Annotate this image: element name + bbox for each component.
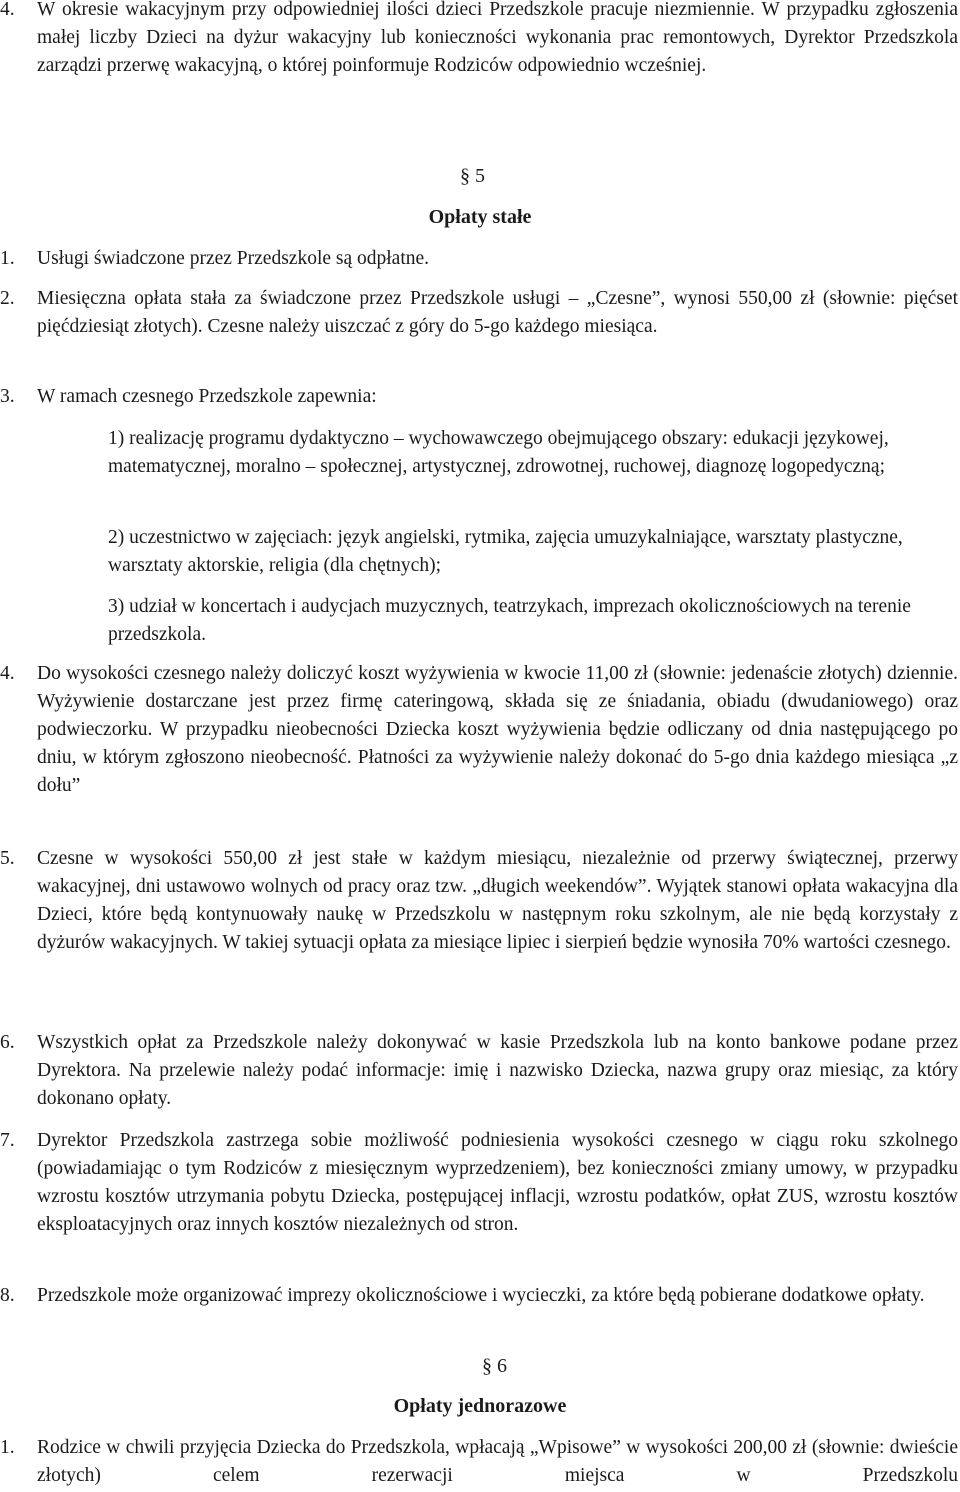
item-text: Dyrektor Przedszkola zastrzega sobie możliwość podniesienia wysokości czesnego w ciągu roku szkolnego (powiadamiając o tym Rodziców z miesięcznym wyprzedzeniem), bez konieczności zmiany umowy, w przypadku wzrostu kosztów utrzymania pobytu Dziecka, postępującej inflacji, wzrostu podatków, opłat ZUS, wzrostu kosztów eksploatacyjnych oraz innych kosztów niezależnych od stron. [37, 1130, 958, 1235]
section-5-item-2 [0, 285, 958, 341]
item-text: Usługi świadczone przez Przedszkole są odpłatne. [37, 248, 430, 269]
sub-item-2: 2) uczestnictwo w zajęciach: język angielski, rytmika, zajęcia umuzykalniające, warsztaty plastyczne, warsztaty aktorskie, religia (dla chętnych); [108, 527, 903, 576]
item-number: 8. [0, 1285, 15, 1306]
paragraph-item-4-wakacje [0, 0, 958, 80]
item-number: 2. [0, 288, 15, 309]
section-6-sign: § 6 [482, 1355, 507, 1377]
item-number: 3. [0, 386, 15, 407]
section-5-sign: § 5 [460, 165, 485, 187]
item-number: 4. [0, 0, 15, 20]
section-5-item-1 [0, 245, 958, 273]
section-5-item-8 [0, 1282, 958, 1310]
item-text: W okresie wakacyjnym przy odpowiedniej ilości dzieci Przedszkole pracuje niezmiennie. W przypadku zgłoszenia małej liczby Dzieci na dyżur wakacyjny lub konieczności wykonania prac remontowych, Dyrektor Przedszkola zarządzi przerwę wakacyjną, o której poinformuje Rodziców odpowiednio wcześniej. [37, 0, 958, 76]
item-text: Przedszkole może organizować imprezy okolicznościowe i wycieczki, za które będą pobierane dodatkowe opłaty. [37, 1285, 925, 1306]
item-number: 4. [0, 663, 15, 684]
sub-item-3: 3) udział w koncertach i audycjach muzycznych, teatrzykach, imprezach okolicznościowych na terenie przedszkola. [108, 596, 911, 645]
item-text: W ramach czesnego Przedszkole zapewnia: [37, 386, 377, 407]
section-5-title: Opłaty stałe [428, 206, 532, 228]
item-text: Czesne w wysokości 550,00 zł jest stałe w każdym miesiącu, niezależnie od przerwy świątecznej, przerwy wakacyjnej, dni ustawowo wolnych od pracy oraz tzw. „długich weekendów”. Wyjątek stanowi opłata wakacyjna dla Dzieci, które będą kontynuowały naukę w Przedszkolu w następnym roku szkolnym, ale nie będą korzystały z dyżurów wakacyjnych. W takiej sytuacji opłata za miesiące lipiec i sierpień będzie wynosiła 70% wartości czesnego. [37, 848, 958, 953]
section-5-item-7 [0, 1127, 958, 1239]
section-5-item-5 [0, 845, 958, 957]
item-number: 1. [0, 248, 15, 269]
item-number: 1. [0, 1437, 15, 1458]
item-text: Miesięczna opłata stała za świadczone przez Przedszkole usługi – „Czesne”, wynosi 550,00 zł (słownie: pięćset pięćdziesiąt złotych). Czesne należy uiszczać z góry do 5-go każdego miesiąca. [37, 288, 958, 337]
section-5-item-4 [0, 660, 958, 800]
item-text: Rodzice w chwili przyjęcia Dziecka do Przedszkola, wpłacają „Wpisowe” w wysokości 200,00 zł (słownie: dwieście złotych) celem rezerwacji miejsca w Przedszkolu [37, 1437, 958, 1486]
item-text: Wszystkich opłat za Przedszkole należy dokonywać w kasie Przedszkola lub na konto bankowe podane przez Dyrektora. Na przelewie należy podać informacje: imię i nazwisko Dziecka, nazwa grupy oraz miesiąc, za który dokonano opłaty. [37, 1032, 958, 1109]
section-6-title: Opłaty jednorazowe [393, 1395, 567, 1417]
section-6-item-1 [0, 1434, 958, 1490]
section-5-item-6 [0, 1029, 958, 1113]
item-text: Do wysokości czesnego należy doliczyć koszt wyżywienia w kwocie 11,00 zł (słownie: jedenaście złotych) dziennie. Wyżywienie dostarczane jest przez firmę cateringową, składa się ze śniadania, obiadu (dwudaniowego) oraz podwieczorku. W przypadku nieobecności Dziecka koszt wyżywienia będzie odliczany od dnia następującego po dniu, w którym zgłoszono nieobecność. Płatności za wyżywienie należy dokonać do 5-go dnia każdego miesiąca „z dołu” [37, 663, 958, 796]
item-number: 5. [0, 848, 15, 869]
sub-item-1: 1) realizację programu dydaktyczno – wychowawczego obejmującego obszary: edukacji językowej, matematycznej, moralno – społecznej, artystycznej, zdrowotnej, ruchowej, diagnozę logopedyczną; [108, 428, 889, 477]
item-number: 7. [0, 1130, 15, 1151]
item-number: 6. [0, 1032, 15, 1053]
section-5-item-3 [0, 383, 958, 411]
